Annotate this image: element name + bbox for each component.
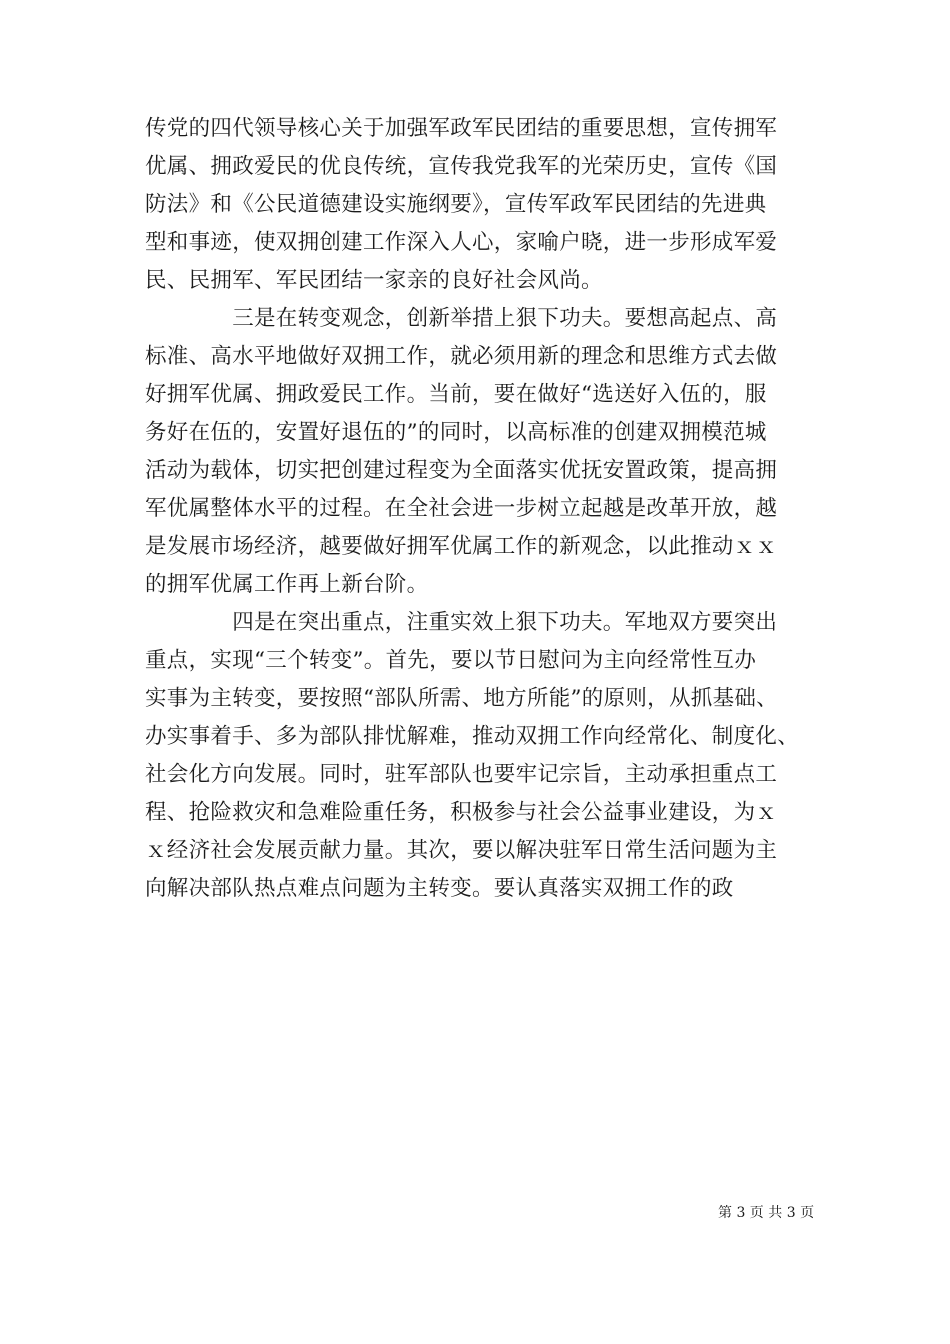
text-line: 向解决部队热点难点问题为主转变。要认真落实双拥工作的政 [145,876,734,901]
text-line: 社会化方向发展。同时，驻军部队也要牢记宗旨，主动承担重点工 [145,762,778,787]
text-line: 办实事着手、多为部队排忧解难，推动双拥工作向经常化、制度化、 [145,724,800,749]
text-line: ｘ经济社会发展贡献力量。其次，要以解决驻军日常生活问题为主 [145,838,778,863]
text-line: 的拥军优属工作再上新台阶。 [145,572,429,597]
text-line: 型和事迹，使双拥创建工作深入人心，家喻户晓，进一步形成军爱 [145,230,778,255]
text-line: 防法》和《公民道德建设实施纲要》，宣传军政军民团结的先进典 [145,192,767,217]
document-body [145,110,825,908]
paragraph-2 [145,300,825,604]
text-line: 四是在突出重点，注重实效上狠下功夫。军地双方要突出 [145,610,778,635]
text-line: 优属、拥政爱民的优良传统，宣传我党我军的光荣历史，宣传《国 [145,154,778,179]
text-line: 务好在伍的，安置好退伍的”的同时，以高标准的创建双拥模范城 [145,420,767,445]
text-line: 民、民拥军、军民团结一家亲的良好社会风尚。 [145,268,603,293]
text-line: 实事为主转变，要按照“部队所需、地方所能”的原则，从抓基础、 [145,686,778,711]
text-line: 好拥军优属、拥政爱民工作。当前，要在做好“选送好入伍的，服 [145,382,767,407]
text-line: 三是在转变观念，创新举措上狠下功夫。要想高起点、高 [145,306,778,331]
text-line: 是发展市场经济，越要做好拥军优属工作的新观念，以此推动ｘｘ [145,534,778,559]
text-line: 程、抢险救灾和急难险重任务，积极参与社会公益事业建设，为ｘ [145,800,778,825]
text-line: 传党的四代领导核心关于加强军政军民团结的重要思想，宣传拥军 [145,116,778,141]
text-line: 活动为载体，切实把创建过程变为全面落实优抚安置政策，提高拥 [145,458,778,483]
page-number: 第 3 页 共 3 页 [718,1205,815,1221]
paragraph-3 [145,604,825,908]
text-line: 标准、高水平地做好双拥工作，就必须用新的理念和思维方式去做 [145,344,778,369]
paragraph-1 [145,110,825,300]
text-line: 军优属整体水平的过程。在全社会进一步树立起越是改革开放，越 [145,496,778,521]
text-line: 重点，实现“三个转变”。首先，要以节日慰问为主向经常性互办 [145,648,757,673]
